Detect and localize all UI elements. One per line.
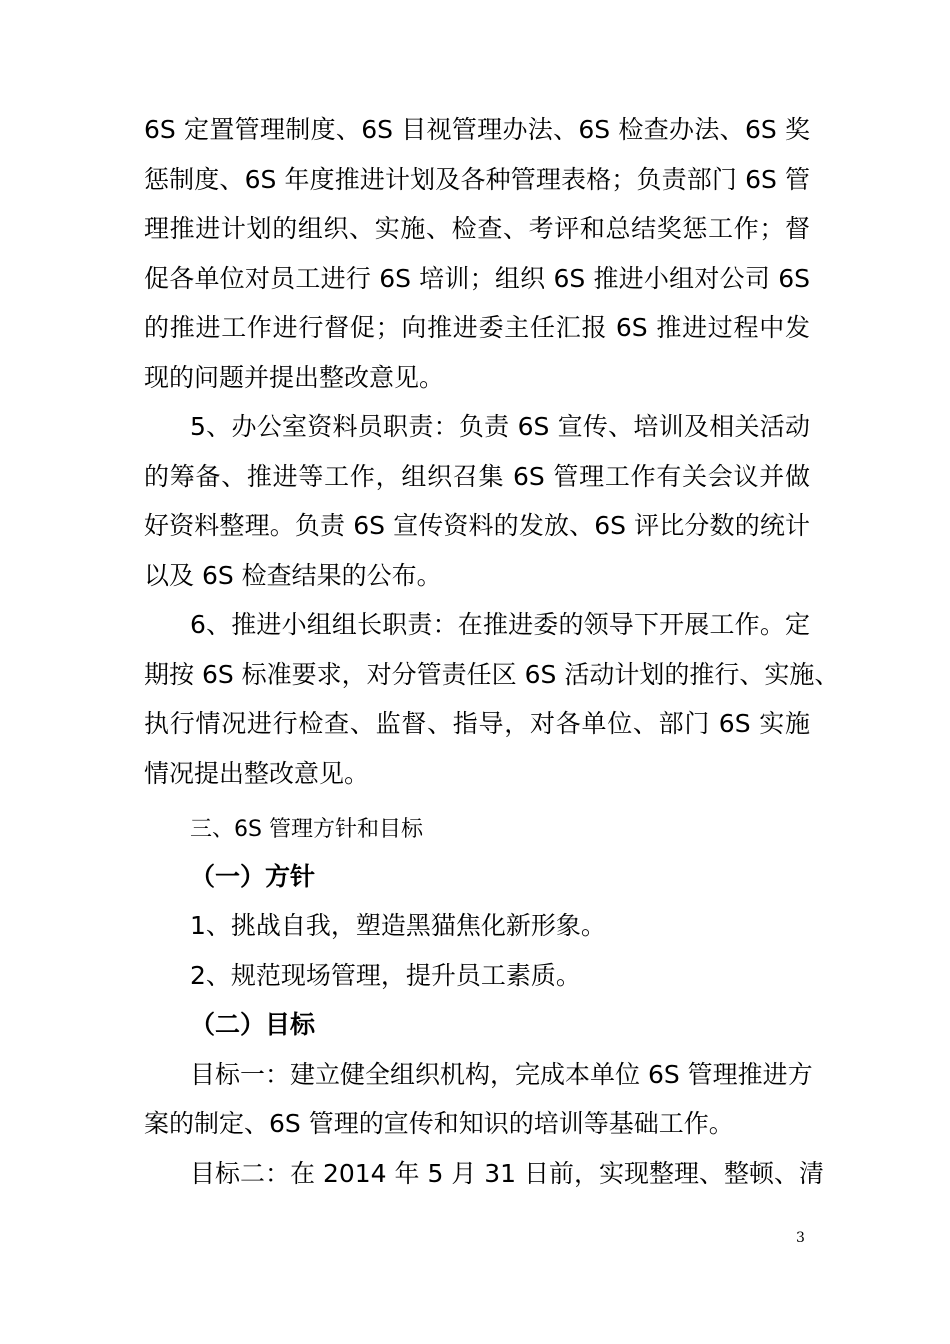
body-text-line: 促各单位对员工进行 6S 培训；组织 6S 推进小组对公司 6S — [144, 264, 810, 293]
paragraph-first-line: 目标一：建立健全组织机构，完成本单位 6S 管理推进方 — [190, 1060, 813, 1089]
body-text-line: 的推进工作进行督促；向推进委主任汇报 6S 推进过程中发 — [144, 313, 810, 342]
paragraph-first-line: 目标二：在 2014 年 5 月 31 日前，实现整理、整顿、清 — [190, 1159, 825, 1188]
body-text-line: 6S 定置管理制度、6S 目视管理办法、6S 检查办法、6S 奖 — [144, 115, 810, 144]
subsection-heading: （一）方针 — [190, 862, 316, 891]
paragraph-first-line: 6、推进小组组长职责：在推进委的领导下开展工作。定 — [190, 610, 810, 639]
body-text-line: 理推进计划的组织、实施、检查、考评和总结奖惩工作；督 — [144, 214, 810, 243]
body-text-line: 以及 6S 检查结果的公布。 — [144, 561, 442, 590]
page-number: 3 — [796, 1230, 805, 1246]
subsection-heading: （二）目标 — [190, 1010, 316, 1039]
list-item: 2、规范现场管理，提升员工素质。 — [190, 961, 581, 990]
body-text-line: 期按 6S 标准要求，对分管责任区 6S 活动计划的推行、实施、 — [144, 660, 840, 689]
body-text-line: 执行情况进行检查、监督、指导，对各单位、部门 6S 实施 — [144, 709, 810, 738]
body-text-line: 的筹备、推进等工作，组织召集 6S 管理工作有关会议并做 — [144, 462, 810, 491]
section-heading: 三、6S 管理方针和目标 — [190, 817, 423, 842]
body-text-line: 好资料整理。负责 6S 宣传资料的发放、6S 评比分数的统计 — [144, 511, 810, 540]
paragraph-first-line: 5、办公室资料员职责：负责 6S 宣传、培训及相关活动 — [190, 412, 810, 441]
list-item: 1、挑战自我，塑造黑猫焦化新形象。 — [190, 911, 606, 940]
body-text-line: 案的制定、6S 管理的宣传和知识的培训等基础工作。 — [144, 1109, 734, 1138]
body-text-line: 情况提出整改意见。 — [144, 759, 370, 788]
body-text-line: 现的问题并提出整改意见。 — [144, 363, 445, 392]
body-text-line: 惩制度、6S 年度推进计划及各种管理表格；负责部门 6S 管 — [144, 165, 810, 194]
